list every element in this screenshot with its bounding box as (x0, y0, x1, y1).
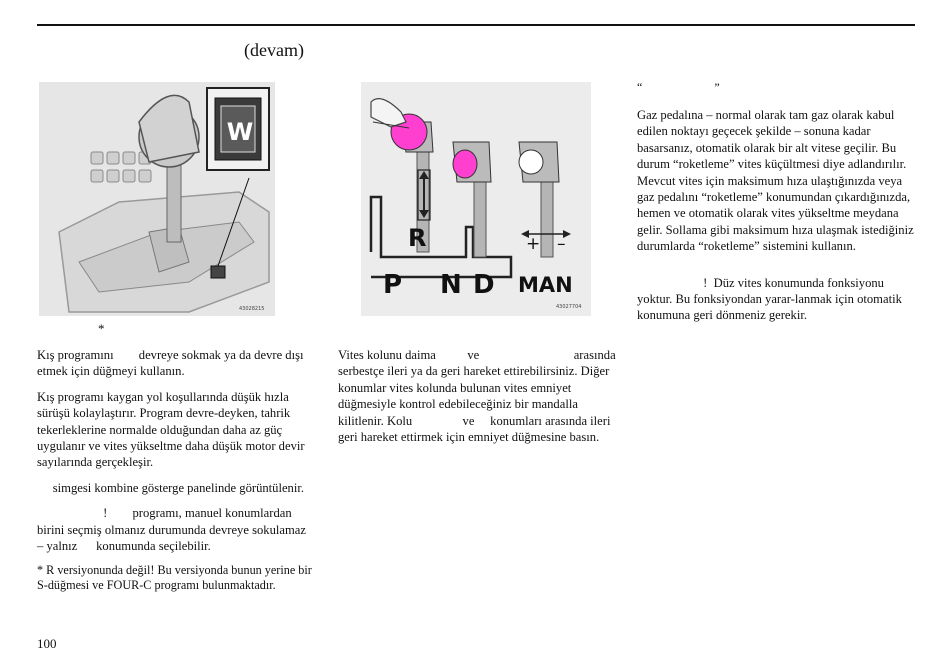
col2-paragraph-1: Vites kolunu daima ve arasında serbestçe ileri ya da geri hareket ettirebilirsiniz. Diğer konumlar vites kolunda bulunan vites emniyet düğmesiyle kontrol edebileceğiniz bir mandalla kilitlenir. Kolu ve konumları arasında ileri geri hareket ettirmek için emniyet düğmesine basın. (338, 348, 619, 445)
gear-n-label: N (440, 270, 462, 300)
gear-man-label: MAN (518, 273, 573, 297)
column-3-text (637, 107, 915, 333)
col1-paragraph-4: ! programı, manuel konumlardan birini seçmiş olmanız durumunda devreye sokulamaz – yalnız konumunda seçilebilir. (37, 506, 310, 554)
col3-paragraph-1: Gaz pedalına – normal olarak tam gaz olarak kabul edilen noktayı geçecek şekilde – sonuna kadar basarsanız, otomatik olarak bir alt vitese geçilir. Bu durum “roketleme” vites küçültmesi diye adlandırılır. Mevcut vites için maksimum hıza ulaştığınızda veya gaz pedalını “roketleme” konumundan çıkardığınızda, hemen ve otomatik olarak vites yükseltme meydana gelir. Sollama gibi maksimum hıza ulaşmak istediğiniz durumlarda “roketleme” sistemini kullanın. (637, 108, 914, 254)
plus-symbol: + (526, 234, 541, 254)
figure1-code: 43028215 (239, 306, 265, 312)
column-2-text (338, 347, 618, 454)
asterisk-marker: * (98, 321, 105, 336)
page-title: (devam) (244, 40, 304, 60)
page-number: 100 (37, 636, 57, 651)
gear-r-label: R (408, 224, 427, 252)
gear-d-label: D (473, 270, 495, 300)
col1-paragraph-1: Kış programını devreye sokmak ya da devre dışı etmek için düğmeyi kullanın. (37, 348, 307, 379)
quote-heading: “ ” (637, 80, 720, 94)
gear-p-label: P (383, 270, 403, 300)
column-1-text (37, 347, 315, 601)
minus-symbol: – (557, 234, 566, 254)
col3-paragraph-2: ! Düz vites konumunda fonksiyonu yoktur. Bu fonksiyondan yarar-lanmak için otomatik konumuna geri dönmeniz gerekir. (637, 275, 906, 323)
figure2-code: 43027704 (556, 304, 582, 310)
header-rule (37, 24, 915, 26)
col1-footnote: * R versiyonunda değil! Bu versiyonda bunun yerine bir S-düğmesi ve FOUR-C programı bulunmaktadır. (37, 563, 312, 592)
gear-positions-figure (361, 82, 591, 316)
col1-paragraph-2: Kış programı kaygan yol koşullarında düşük hızla sürüşü kolaylaştırır. Program devre-deyken, tahrik tekerleklerine normalde olduğundan daha az güç uygulanır ve vites yükseltme daha düşük motor devir sayılarında gerçekleşir. (37, 389, 305, 470)
w-button-label: W (226, 118, 254, 146)
col1-paragraph-3: simgesi kombine gösterge panelinde görüntülenir. (37, 480, 304, 495)
winter-button-figure (39, 82, 275, 316)
